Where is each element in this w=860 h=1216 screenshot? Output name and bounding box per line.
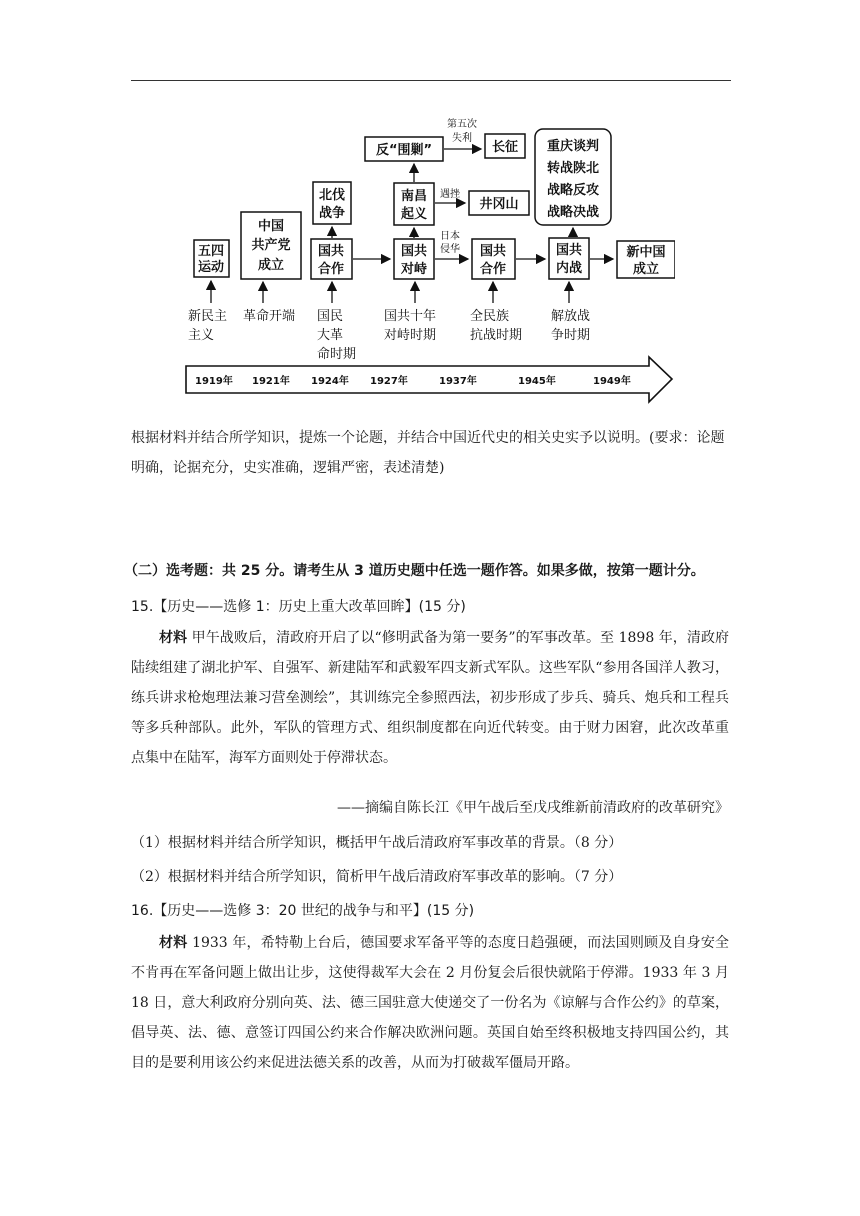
period-label: 争时期: [551, 328, 591, 343]
period-label: 解放战: [551, 309, 591, 324]
box-guogong-hezuo-1: [311, 239, 352, 279]
box-guogong-neizhan: [549, 238, 589, 279]
period-label: 革命开端: [243, 309, 296, 324]
box-changzheng: [485, 134, 525, 158]
box-label: 反“围剿”: [375, 143, 433, 158]
year-label: 1924年: [311, 376, 349, 387]
period-label: 新民主: [188, 309, 228, 324]
box-label: 运动: [197, 260, 225, 275]
period-label: 大革: [317, 328, 344, 343]
period-label: 命时期: [317, 347, 357, 362]
box-label: 井冈山: [479, 197, 519, 212]
box-label: 国共: [555, 243, 583, 258]
box-label: 起义: [400, 207, 428, 222]
box-label: 转战陕北: [546, 161, 600, 176]
box-label: 北伐: [318, 188, 346, 203]
arrow-label-shili: 失利: [452, 133, 472, 144]
box-label: 战略反攻: [546, 183, 600, 198]
period-label: 抗战时期: [470, 328, 523, 343]
box-gongchandang-chengli: [241, 212, 301, 279]
box-label: 合作: [479, 262, 507, 277]
year-label: 1937年: [439, 376, 477, 387]
period-label: 主义: [188, 328, 215, 343]
box-wusi-yundong: [194, 240, 229, 277]
box-label: 国共: [317, 244, 345, 259]
box-label: 内战: [555, 261, 583, 276]
question-15-sub-2: （2）根据材料并结合所学知识，简析甲午战后清政府军事改革的影响。（7 分）: [131, 869, 623, 885]
box-label: 中国: [257, 219, 285, 234]
box-label: 五四: [197, 244, 225, 259]
question-15-material: [131, 623, 729, 773]
box-label: 国共: [400, 244, 428, 259]
year-label: 1921年: [252, 376, 290, 387]
arrow-label-diwuci: 第五次: [447, 119, 477, 130]
box-guogong-hezuo-2: [472, 239, 515, 279]
period-label: 国民: [317, 309, 344, 324]
question-16-material: [131, 928, 729, 1078]
year-label: 1919年: [195, 376, 233, 387]
material-label: 材料: [159, 935, 188, 951]
box-label: 合作: [317, 262, 345, 277]
period-label: 国共十年: [384, 309, 437, 324]
box-label: 对峙: [400, 262, 428, 277]
history-flow-diagram: [183, 113, 675, 411]
top-rule: [131, 80, 731, 81]
box-guogong-duizhi: [394, 239, 434, 279]
year-label: 1945年: [518, 376, 556, 387]
box-label: 新中国: [626, 245, 666, 260]
section-heading: （二）选考题：共 25 分。请考生从 3 道历史题中任选一题作答。如果多做，按第一题计分。: [124, 563, 705, 579]
box-label: 成立: [257, 258, 285, 273]
question-15-source: ——摘编自陈长江《甲午战后至戊戌维新前清政府的改革研究》: [337, 800, 729, 816]
question-16-title: 16.【历史——选修 3：20 世纪的战争与和平】(15 分): [131, 903, 475, 919]
box-jinggangshan: [469, 191, 529, 215]
year-label: 1949年: [593, 376, 631, 387]
box-beifa-zhanzheng: [313, 182, 351, 224]
year-label: 1927年: [370, 376, 408, 387]
arrow-label-qinhua: 侵华: [440, 244, 460, 255]
question-15-sub-1: （1）根据材料并结合所学知识，概括甲午战后清政府军事改革的背景。（8 分）: [131, 835, 623, 851]
box-chongqing-tanpan: [535, 129, 611, 225]
box-nanchang-qiyi: [394, 183, 434, 225]
box-label: 战略决战: [546, 205, 600, 220]
material-label: 材料: [159, 630, 188, 646]
box-fan-weijiao: [365, 137, 443, 161]
period-label: 对峙时期: [384, 328, 437, 343]
question-15-title: 15.【历史——选修 1：历史上重大改革回眸】(15 分): [131, 599, 466, 615]
box-label: 长征: [491, 140, 519, 155]
box-label: 南昌: [400, 189, 428, 204]
material-text: 1933 年，希特勒上台后，德国要求军备平等的态度日趋强硬，而法国则顾及自身安全不肯再在军备问题上做出让步，这使得裁军大会在 2 月份复会后很快就陷于停滞。1933 年 3 月 18 日，意大利政府分别向英、法、德三国驻意大使递交了一份名为《谅解与合作公约》的草案，倡导英、法、德、意签订四国公约来合作解决欧洲问题。英国自始至终积极地支持四国公约，其目的是要利用该公约来促进法德关系的改善，从而为打破裁军僵局开路。: [131, 935, 730, 1071]
box-label: 国共: [479, 244, 507, 259]
period-label: 全民族: [470, 309, 510, 324]
material-text: 甲午战败后，清政府开启了以“修明武备为第一要务”的军事改革。至 1898 年，清政府陆续组建了湖北护军、自强军、新建陆军和武毅军四支新式军队。这些军队“参用各国洋人教习，练兵讲求枪炮理法兼习营垒测绘”，其训练完全参照西法，初步形成了步兵、骑兵、炮兵和工程兵等多兵种部队。此外，军队的管理方式、组织制度都在向近代转变。由于财力困窘，此次改革重点集中在陆军，海军方面则处于停滞状态。: [131, 630, 730, 766]
box-label: 共产党: [251, 238, 291, 253]
question-14-prompt: 根据材料并结合所学知识，提炼一个论题，并结合中国近代史的相关史实予以说明。(要求：论题明确，论据充分，史实准确，逻辑严密，表述清楚): [131, 430, 725, 476]
box-label: 成立: [632, 262, 660, 277]
arrow-label-yucuo: 遇挫: [440, 189, 460, 200]
arrow-label-riben: 日本: [440, 231, 460, 242]
box-label: 战争: [318, 206, 346, 221]
box-label: 重庆谈判: [546, 139, 600, 154]
box-xinzhongguo-chengli: [617, 241, 675, 278]
